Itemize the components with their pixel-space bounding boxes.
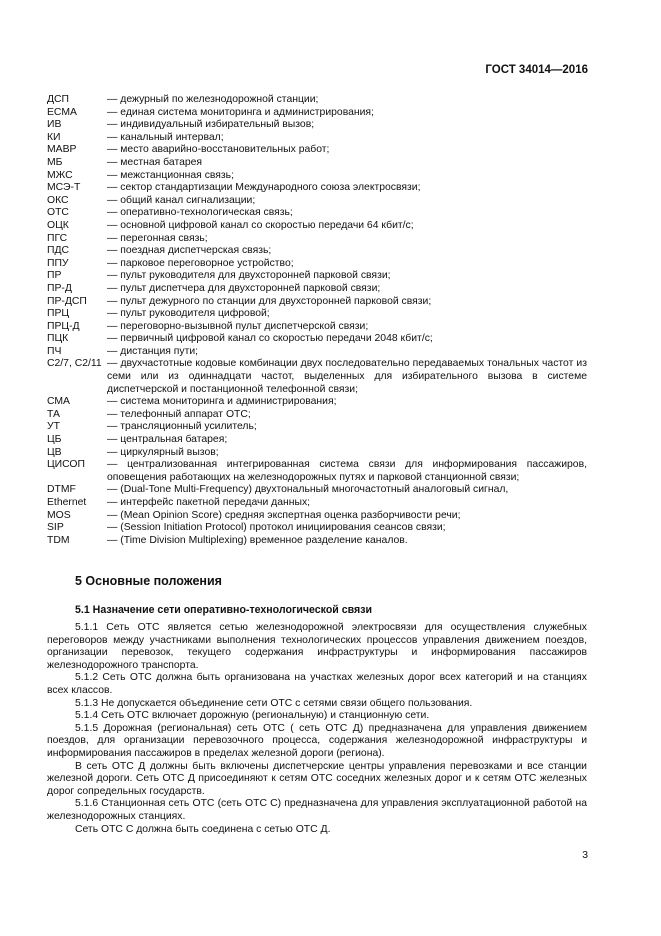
- abbreviation-term: МСЭ-Т: [47, 182, 81, 194]
- abbreviation-term: ППУ: [47, 257, 69, 269]
- abbreviation-row: [47, 94, 587, 107]
- abbreviation-row: [47, 346, 587, 359]
- abbreviation-row: [47, 321, 587, 334]
- abbreviation-term: ЦИСОП: [47, 459, 85, 471]
- abbreviation-definition: — канальный интервал;: [107, 131, 224, 143]
- abbreviation-row: [47, 207, 587, 220]
- abbreviation-definition: — (Dual-Tone Multi-Frequency) двухтональный многочастотный аналоговый сигнал,: [107, 484, 509, 496]
- abbreviation-term: ОТС: [47, 207, 69, 219]
- abbreviation-row: [47, 245, 587, 258]
- abbreviation-row: [47, 497, 587, 510]
- abbreviation-definition: — центральная батарея;: [107, 434, 228, 446]
- abbreviation-definition: — сектор стандартизации Международного союза электросвязи;: [107, 182, 421, 194]
- abbreviation-term: ПР-ДСП: [47, 295, 87, 307]
- abbreviation-definition: — дежурный по железнодорожной станции;: [107, 94, 319, 105]
- abbreviation-definition: — (Mean Opinion Score) средняя экспертная оценка разборчивости речи;: [107, 509, 461, 521]
- abbreviation-row: [47, 107, 587, 120]
- abbreviation-term: С2/7, С2/11: [47, 358, 102, 370]
- abbreviation-row: [47, 510, 587, 523]
- abbreviation-row: [47, 409, 587, 422]
- paragraph: 5.1.1 Сеть ОТС является сетью железнодорожной электросвязи для осуществления служебных переговоров между участниками выполнения технологических процессов управления движением поездов, организации перевозок, текущего содержания инфраструктуры и информирования пассажиров железнодорожного транспорта.: [47, 622, 587, 671]
- abbreviation-definition: — первичный цифровой канал со скоростью передачи 2048 кбит/с;: [107, 333, 433, 345]
- abbreviation-definition: — интерфейс пакетной передачи данных;: [107, 497, 311, 508]
- abbreviation-definition: — парковое переговорное устройство;: [107, 257, 294, 269]
- paragraph: 5.1.4 Сеть ОТС включает дорожную (региональную) и станционную сети.: [75, 710, 430, 722]
- abbreviation-row: [47, 258, 587, 271]
- abbreviation-definition: — оперативно-технологическая связь;: [107, 207, 293, 219]
- abbreviation-definition: — централизованная интегрированная система связи для информирования пассажиров, оповещения работающих на железнодорожных путях и парковой станционной связи;: [107, 459, 587, 483]
- abbreviation-term: ТА: [47, 408, 60, 420]
- abbreviation-term: УТ: [47, 421, 60, 433]
- abbreviation-row: [47, 421, 587, 434]
- abbreviation-term: ИВ: [47, 119, 62, 131]
- abbreviation-term: ПР: [47, 270, 62, 282]
- document-id: ГОСТ 34014—2016: [485, 64, 588, 76]
- abbreviation-term: ПЦК: [47, 333, 69, 345]
- abbreviation-row: [47, 333, 587, 346]
- abbreviation-term: ЦВ: [47, 446, 62, 458]
- abbreviation-row: [47, 195, 587, 208]
- abbreviation-definition: — основной цифровой канал со скоростью передачи 64 кбит/с;: [107, 219, 414, 231]
- abbreviation-term: ОЦК: [47, 219, 69, 231]
- abbreviation-row: [47, 220, 587, 233]
- paragraph: 5.1.5 Дорожная (региональная) сеть ОТС ( сеть ОТС Д) предназначена для управления движением поездов, для организации перевозочного процесса, содержания железнодорожной инфраструктуры и информирования пассажиров в пределах железной дороги (региона).: [47, 722, 587, 759]
- abbreviation-term: МБ: [47, 156, 63, 168]
- abbreviation-term: TDM: [47, 534, 70, 546]
- abbreviation-term: ЦБ: [47, 434, 62, 446]
- abbreviation-term: КИ: [47, 131, 61, 143]
- abbreviation-definition: — место аварийно-восстановительных работ;: [107, 144, 330, 156]
- abbreviation-definition: — пульт диспетчера для двухсторонней парковой связи;: [107, 282, 381, 294]
- abbreviation-definition: — общий канал сигнализации;: [107, 194, 256, 206]
- abbreviation-row: [47, 522, 587, 535]
- abbreviation-term: МАВР: [47, 144, 77, 156]
- abbreviation-definition: — (Time Division Multiplexing) временное разделение каналов.: [107, 534, 408, 546]
- abbreviation-definition: — (Session Initiation Protocol) протокол инициирования сеансов связи;: [107, 522, 446, 534]
- abbreviation-term: ПРЦ-Д: [47, 320, 80, 332]
- abbreviation-term: МЖС: [47, 169, 73, 181]
- abbreviation-row: [47, 233, 587, 246]
- paragraph: 5.1.3 Не допускается объединение сети ОТС с сетями связи общего пользования.: [75, 697, 473, 709]
- abbreviation-term: DTMF: [47, 484, 76, 496]
- abbreviation-row: [47, 358, 587, 396]
- abbreviation-term: ЕСМА: [47, 106, 77, 118]
- abbreviation-definition: — двухчастотные кодовые комбинации двух последовательно передаваемых тональных частот из семи или из одиннадцати частот, выделенных для избирательного вызова в системе диспетчерской и постанционной телефонной связи;: [107, 358, 587, 395]
- abbreviation-term: ПР-Д: [47, 282, 72, 294]
- abbreviation-definition: — межстанционная связь;: [107, 169, 234, 181]
- abbreviation-row: [47, 296, 587, 309]
- abbreviation-row: [47, 182, 587, 195]
- abbreviation-term: SIP: [47, 522, 64, 534]
- body-text: [47, 622, 587, 836]
- paragraph: 5.1.2 Сеть ОТС должна быть организована на участках железных дорог всех категорий и на станциях всех классов.: [47, 672, 587, 696]
- section-title: 5 Основные положения: [75, 574, 222, 588]
- abbreviation-row: [47, 434, 587, 447]
- abbreviation-row: [47, 459, 587, 484]
- subsection-title: 5.1 Назначение сети оперативно-технологической связи: [75, 604, 372, 616]
- abbreviation-definition: — трансляционный усилитель;: [107, 421, 257, 433]
- paragraph: Сеть ОТС С должна быть соединена с сетью ОТС Д.: [75, 823, 331, 835]
- abbreviation-term: ДСП: [47, 94, 70, 105]
- abbreviation-definition: — пульт руководителя для двухсторонней парковой связи;: [107, 270, 391, 282]
- abbreviation-term: ОКС: [47, 194, 69, 206]
- abbreviation-row: [47, 132, 587, 145]
- abbreviation-definition: — поездная диспетчерская связь;: [107, 245, 272, 257]
- abbreviation-row: [47, 308, 587, 321]
- abbreviation-definition: — переговорно-вызывной пульт диспетчерской связи;: [107, 320, 369, 332]
- abbreviation-term: MOS: [47, 509, 71, 521]
- abbreviation-definition: — циркулярный вызов;: [107, 446, 219, 458]
- abbreviations-list: [47, 94, 587, 547]
- page-number: 3: [582, 850, 588, 861]
- abbreviation-definition: — система мониторинга и администрирования;: [107, 396, 337, 408]
- abbreviation-term: ПГС: [47, 232, 68, 244]
- abbreviation-definition: — перегонная связь;: [107, 232, 208, 244]
- abbreviation-row: [47, 396, 587, 409]
- abbreviation-row: [47, 119, 587, 132]
- abbreviation-term: Ethernet: [47, 497, 87, 508]
- abbreviation-row: [47, 283, 587, 296]
- abbreviation-definition: — пульт руководителя цифровой;: [107, 308, 270, 320]
- abbreviation-definition: — единая система мониторинга и администрирования;: [107, 106, 374, 118]
- abbreviation-term: СМА: [47, 396, 70, 408]
- abbreviation-definition: — телефонный аппарат ОТС;: [107, 408, 251, 420]
- paragraph: В сеть ОТС Д должны быть включены диспетчерские центры управления перевозками и все станции железной дороги. Сеть ОТС Д присоединяют к сетям ОТС соседних железных дорог и к сетям ОТС железных дорог сопредельных государств.: [47, 760, 587, 797]
- abbreviation-term: ПЧ: [47, 345, 62, 357]
- abbreviation-term: ПРЦ: [47, 308, 70, 320]
- abbreviation-definition: — индивидуальный избирательный вызов;: [107, 119, 315, 131]
- abbreviation-row: [47, 157, 587, 170]
- abbreviation-row: [47, 447, 587, 460]
- paragraph: 5.1.6 Станционная сеть ОТС (сеть ОТС С) предназначена для управления эксплуатационной работой на железнодорожных станциях.: [47, 798, 587, 822]
- abbreviation-row: [47, 484, 587, 497]
- abbreviation-row: [47, 170, 587, 183]
- abbreviation-definition: — местная батарея: [107, 156, 203, 168]
- abbreviation-row: [47, 144, 587, 157]
- abbreviation-row: [47, 270, 587, 283]
- abbreviation-definition: — пульт дежурного по станции для двухсторонней парковой связи;: [107, 295, 432, 307]
- abbreviation-row: [47, 535, 587, 548]
- abbreviation-term: ПДС: [47, 245, 70, 257]
- abbreviation-definition: — дистанция пути;: [107, 345, 199, 357]
